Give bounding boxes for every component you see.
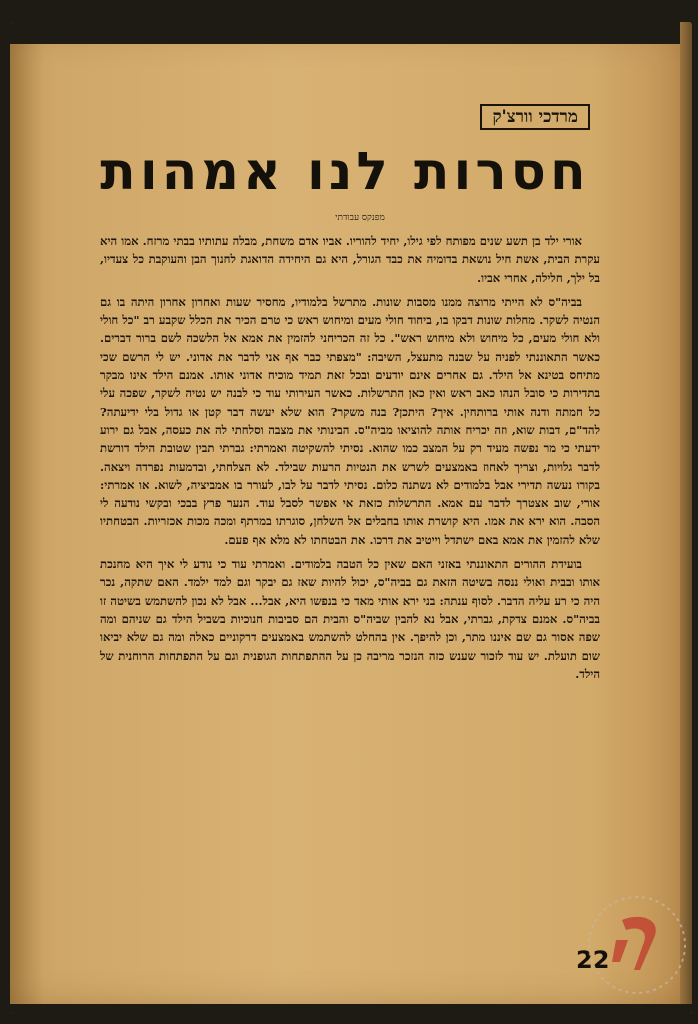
article-title: חסרות לנו אמהות: [100, 142, 590, 202]
page-number: 22: [576, 946, 610, 974]
article-subtitle: מפנקס עבודתי: [335, 213, 385, 223]
archive-stamp-icon: [582, 890, 692, 1000]
paragraph: בביה"ס לא הייתי מרוצה ממנו מסבות שונות. מתרשל בלמודיו, מחסיר שעות ואחרון אחרון היתה בו גם הנטיה לשקר. מחלות שונות דבקו בו, ביחוד חולי מעים ומיחוש ראש כי טרם הכיר את הכלל שקבע רב "כל חולי ולא חולי מעים, כל מיחוש ולא מיחוש ראש". כל זה הכריחני להזמין את אמא אל הלשכה לשם ברור דברים. כאשר התאוננתי לפניה על שבנה מתעצל, השיבה: "מצפתי כבר אף אני לדבר את אדוני. יש לי הרשם שכי מתיחס בטינא אל הילד. גם אחרים אינם יודעים ובכל זאת תמיד מוכיח אדוני אותו. אמנם הילד אינו מבקר בתדירות כי סובל הנהו כאב ראש ואין כאן התרשלות. כאשר העירותי עוד כי לבנה יש נטיה לשקר, שפכה עלי כל חמתה ודנה אותי ברותחין. איך? היתכן? בנה משקר? הוא שלא יעשה דבר קטן או גדול בלי ידיעתה? להד"ם, דבות שוא, וזה יכריח אותה להוציאו מביה"ס. הבינותי את מצבה וסלחתי לה את כעסה, אבל גם ירוע ידעתי כי מר נפשה מעיד רק על המצב כמו שהוא. נסיתי להשקיטה ואמרתי: גברתי תבין שטובת הילד דורשת לדבר גלויות, וצריך לאחוז באמצעים לשרש את הנטיות הרעות שבילד. לא הצלחתי, ובדמעות נפרדה ויצאה. בקורו נעשה תדירי אבל בלמודים לא נשתנה כלום. נסיתי לדבר על לבו, לעורר בו אמביציה, לשוא. או אמרתי: אורי, שוב אצטרך לדבר עם אמא. התרשלות כזאת אי אפשר לסבל עוד. הנער פרץ בבכי ובקשי נודעה לי הסבה. הוא ירא את אמו. היא קושרת אותו בחבלים אל השלחן, סוגרתו במרתף ומכה מכות אכזריות. הבטחתיו שלא להזמין את אמא באם ישתדל וייטיב את דרכו. את הבטחתו לא מלא אף פעם.: [100, 294, 600, 547]
paragraph: בועידת ההורים התאוננתי באזני האם שאין כל הטבה בלמודים. ואמרתי עוד כי נודע לי איך היא מחנכת אותו ובבית ואולי ננסה בשיטה הזאת גם בביה"ס, יכול להיות שאז גם יבקר וגם למד ילמד. האם שתקה, נכר היה כי רע עליה הדבר. לסוף ענתה: בני ירא אותי מאד כי בנפשו היא, אבל... אבל לא נכון להשתמש בשיטה זו בביה"ס. אמנם צדקת, גברתי, אבל נא להבין שביה"ס והבית הם סביבות חנוכיות בשביל הילד גם שניהם ומה שפה אסור גם שם איננו מתר, וכן להיפך. אין בהחלט להשתמש באמצעים דרקוניים כאלה ומה גם שלא יביאו שום תועלת. יש עוד לזכור שענש כזה הנזכר מריבה כן על ההתפתחות הגופנית וגם על התפתחות הרוחנית של הילד.: [100, 557, 600, 681]
article-body: [100, 232, 600, 689]
scan-top-border: [10, 22, 692, 44]
page-edge: [680, 22, 692, 1014]
paragraph: אורי ילד בן תשע שנים מפותח לפי גילו, יחיד להוריו. אביו אדם משחת, מבלה עתותיו בבתי מרזח. אמו היא עקרת הבית, אשת חיל נושאת בדומיה את כבד הגורל, היא גם היחידה הדואגת לחנוך הבן והעוקבת כל צעדיו, בל ילך, חלילה, אחרי אביו.: [100, 234, 600, 285]
author-name: מרדכי וורצ'ק: [480, 104, 590, 130]
book-page: [10, 22, 692, 1014]
scan-bottom-border: [10, 1004, 692, 1014]
